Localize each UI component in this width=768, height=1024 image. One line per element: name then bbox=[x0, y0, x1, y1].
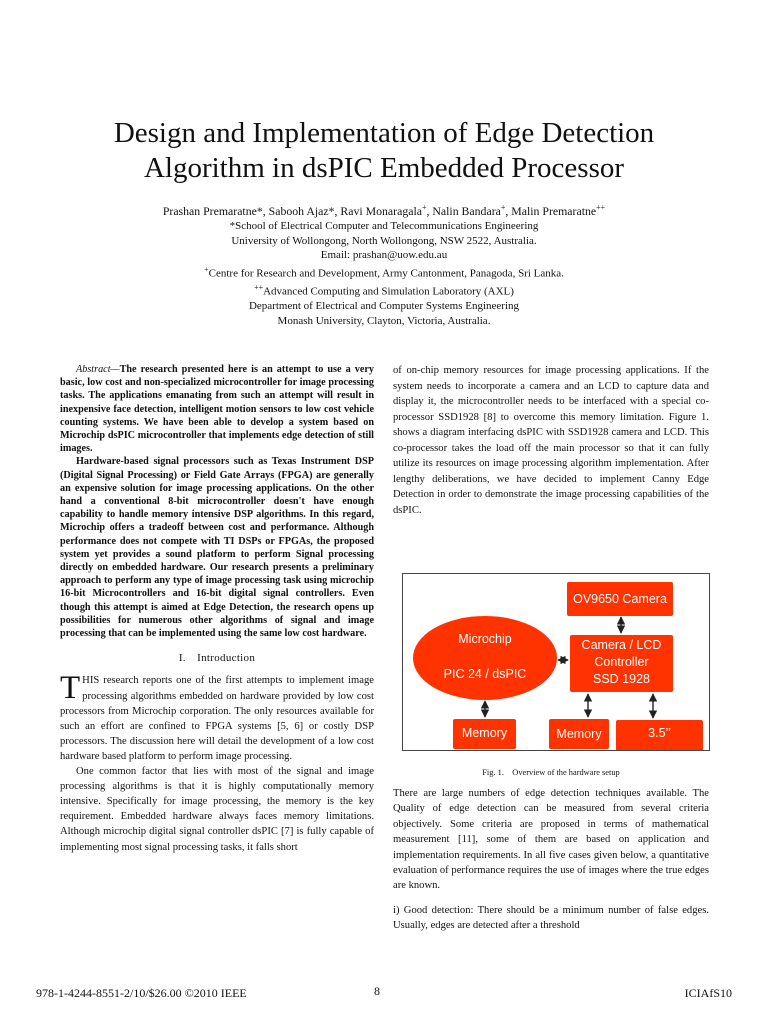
drop-cap: T bbox=[60, 670, 81, 707]
intro-text-1: HIS research reports one of the first attempts to implement image processing algorithms embedded on hardware provided by low cost processors from Microchip corporation. The only resources available for such an effort are confined to FPGA systems [5, 6] or costly DSP processors. The discussion here will detail the development of a low cost hardware based platform to perform image processing. bbox=[60, 675, 374, 762]
right-column-bottom bbox=[393, 786, 709, 943]
right-paragraph-1: of on-chip memory resources for image processing applications. If the system needs to incorporate a camera and an LCD to capture data and display it, the microcontroller needs to be interfaced with a special co-processor SSD1928 [8] to overcome this memory limitation. Figure 1. shows a diagram interfacing dsPIC with SSD1928 camera and LCD. This co-processor takes the load off the main processor so that it can fully utilize its resources on image processing algorithm implementation. After lengthy deliberations, we have decided to implement Canny Edge Detection in order to demonstrate the image processing capabilities of the dsPIC. bbox=[393, 365, 709, 516]
left-column bbox=[60, 363, 374, 855]
author-3: Ravi Monaragala bbox=[340, 203, 422, 218]
author-1: Prashan Premaratne*, bbox=[162, 203, 269, 218]
abstract-text-1: The research presented here is an attempt to use a very basic, low cost and non-specialized microcontroller for image processing tasks. The applications emanating from such an attempt will result in inexpensive face detection, intelligent motion sensors to low cost vehicle counting systems. We have been able to develop a system based on Microchip dsPIC microcontroller that implements edge detection of still images. bbox=[60, 364, 374, 455]
author-block bbox=[40, 200, 728, 328]
microcontroller-label-2: PIC 24 / dsPIC bbox=[443, 667, 527, 681]
introduction bbox=[60, 670, 374, 854]
intro-paragraph-1 bbox=[60, 670, 374, 764]
right-column-top bbox=[393, 363, 709, 518]
camera-label: OV9650 Camera bbox=[573, 592, 667, 606]
affiliation-4-text: Centre for Research and Development, Army Cantonment, Panagoda, Sri Lanka. bbox=[208, 267, 564, 280]
section-heading-introduction: I. Introduction bbox=[178, 652, 256, 665]
controller-label-1: Camera / LCD bbox=[581, 638, 662, 652]
author-3-mark: + bbox=[421, 203, 427, 212]
affiliation-5-text: Advanced Computing and Simulation Laboratory (AXL) bbox=[263, 285, 514, 298]
affiliation-line-5 bbox=[40, 281, 728, 299]
figure-1-diagram bbox=[402, 573, 710, 751]
affiliation-line-4 bbox=[40, 263, 728, 281]
lcd-label: 3.5’’ bbox=[648, 726, 671, 740]
abstract-paragraph-2: Hardware-based signal processors such as Texas Instrument DSP (Digital Signal Processing) or Field Gate Arrays (FPGA) are generally an expensive solution for image processing applications. On the other hand a conventional 8-bit microcontroller doesn't have enough capability to handle memory intensive DSP algorithms. In this regard, Microchip offers a tradeoff between cost and performance. Although performance does not compete with TI DSPs or FPGAs, the proposed system yet provides a sound platform to perform Signal processing directly on embedded hardware. Our research presents a preliminary approach to perform any type of image processing task using microchip 16-bit Microcontrollers and 16-bit digital signal controllers. Even though this attempt is aimed at Edge Detection, the research opens up possibilities for numerous other algorithms of signal and image processing that can be implemented using the same low cost hardware. bbox=[60, 456, 374, 640]
title-line-2: Algorithm in dsPIC Embedded Processor bbox=[143, 152, 625, 184]
affiliation-4-mark: + bbox=[204, 264, 209, 274]
microcontroller-ellipse bbox=[413, 616, 557, 700]
affiliation-email: Email: prashan@uow.edu.au bbox=[320, 249, 448, 262]
paper-title bbox=[40, 116, 728, 186]
author-5: , Malin Premaratne bbox=[505, 203, 597, 218]
abstract-lead: Abstract— bbox=[76, 364, 120, 375]
author-4: , Nalin Bandara bbox=[426, 203, 501, 218]
right-paragraph-3: i) Good detection: There should be a minimum number of false edges. Usually, edges are detected after a threshold bbox=[393, 904, 709, 932]
microcontroller-label-1: Microchip bbox=[458, 632, 512, 646]
affiliation-5-mark: ++ bbox=[254, 282, 264, 292]
memory-label-right: Memory bbox=[556, 727, 602, 741]
page-number: 8 bbox=[374, 984, 380, 998]
affiliation-line-1: *School of Electrical Computer and Telecommunications Engineering bbox=[229, 219, 539, 232]
intro-paragraph-2: One common factor that lies with most of the signal and image processing algorithms is that it is highly computationally memory intensive. Specifically for image processing, the memory is the key requirement. Embedded hardware always faces memory limitations. Although microchip digital signal controller dsPIC [7] is fully capable of implementing most signal processing tasks, it falls short bbox=[60, 766, 374, 853]
right-paragraph-2: There are large numbers of edge detection techniques available. The Quality of edge detection can be measured from several criteria objectively. Some criteria are proposed in terms of mathematical measurement [11], some of them are based on application and implementation requirements. In all five cases given below, a quantitative evaluation of performance requires the use of images where the true edges are known. bbox=[393, 788, 709, 892]
affiliation-line-7: Monash University, Clayton, Victoria, Australia. bbox=[277, 314, 491, 327]
footer-copyright: 978-1-4244-8551-2/10/$26.00 ©2010 IEEE bbox=[36, 986, 247, 1000]
author-names bbox=[40, 200, 728, 219]
affiliation-line-6: Department of Electrical and Computer Systems Engineering bbox=[248, 300, 520, 313]
abstract bbox=[60, 363, 374, 640]
controller-label-2: Controller bbox=[594, 655, 649, 669]
title-line-1: Design and Implementation of Edge Detection bbox=[113, 117, 655, 149]
author-2: Sabooh Ajaz*, bbox=[268, 203, 341, 218]
author-5-mark: ++ bbox=[596, 203, 606, 212]
footer-conference: ICIAfS10 bbox=[684, 986, 732, 1000]
memory-label-left: Memory bbox=[461, 726, 508, 740]
author-4-mark: + bbox=[500, 203, 506, 212]
abstract-paragraph-1 bbox=[60, 363, 374, 455]
figure-caption: Fig. 1. Overview of the hardware setup bbox=[482, 768, 620, 777]
affiliation-line-2: University of Wollongong, North Wollongong, NSW 2522, Australia. bbox=[231, 234, 537, 247]
controller-label-3: SSD 1928 bbox=[593, 672, 650, 686]
